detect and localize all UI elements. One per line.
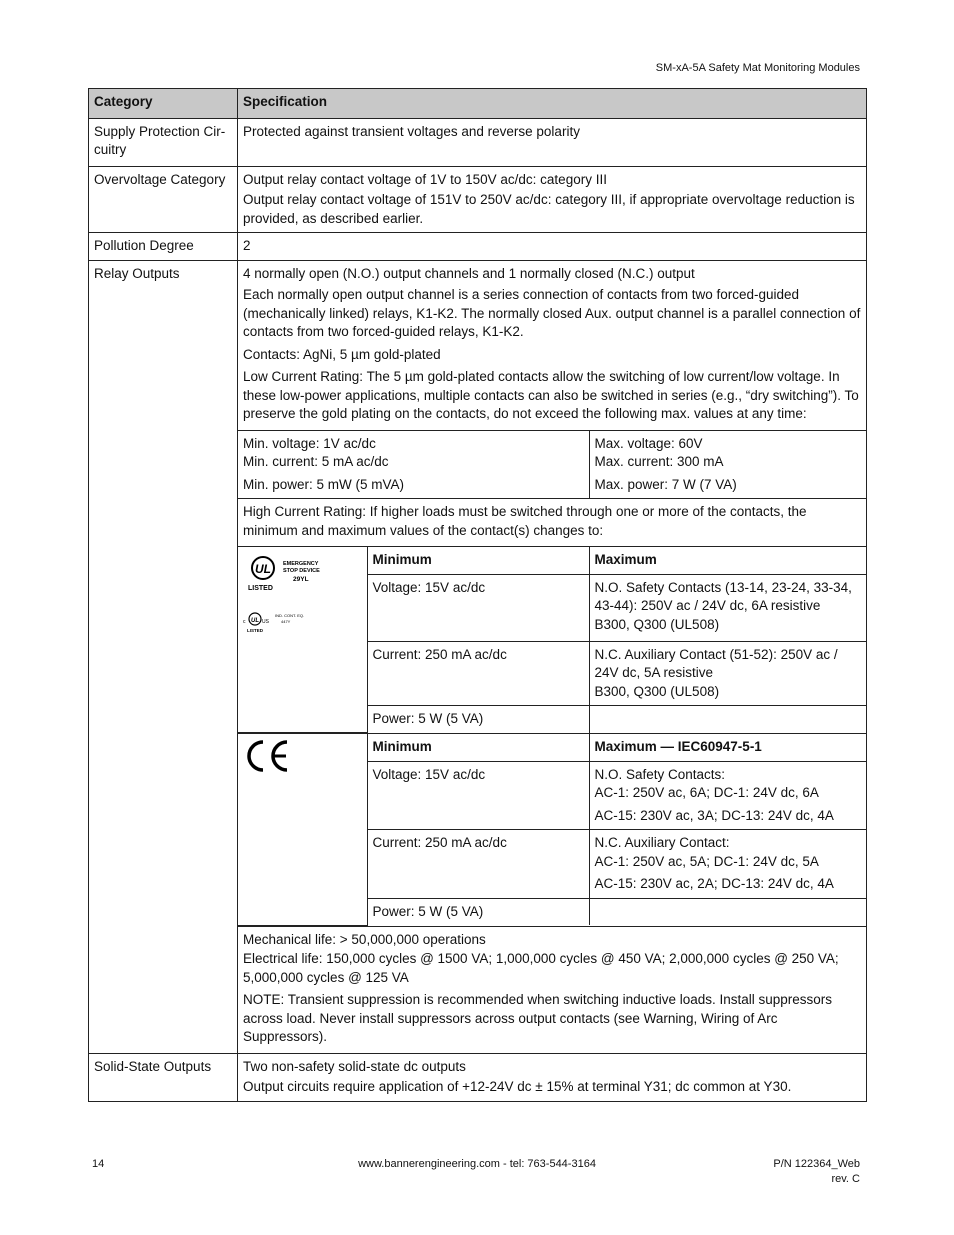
svg-text:29YL: 29YL <box>293 576 309 583</box>
svg-text:UL: UL <box>255 562 271 576</box>
transient-note: NOTE: Transient suppression is recommended when switching inductive loads. Install suppressors across load. Never install suppressors across output contacts (see Warning, Wiring of Arc Suppressors). <box>243 992 833 1044</box>
max-power: Max. power: 7 W (7 VA) <box>594 476 737 492</box>
ce-nc-ac1: AC-1: 250V ac, 5A; DC-1: 24V dc, 5A <box>594 853 819 869</box>
min-voltage: Min. voltage: 1V ac/dc <box>243 435 376 451</box>
low-current-limits <box>238 430 866 499</box>
ce-mark-logo <box>243 738 291 774</box>
ce-max-header: Maximum — IEC60947-5-1 <box>589 734 866 762</box>
ul-current: Current: 250 mA ac/dc <box>367 641 589 706</box>
row-relay-outputs <box>89 260 867 1053</box>
footer-website: www.bannerengineering.com - tel: 763-544-3164 <box>358 1158 596 1170</box>
spec-pollution-degree: 2 <box>238 233 867 261</box>
max-voltage: Max. voltage: 60V <box>594 435 703 451</box>
spec-supply-protection: Protected against transient voltages and reverse polarity <box>238 118 867 166</box>
footer-part-number <box>773 1157 860 1187</box>
min-power: Min. power: 5 mW (5 mVA) <box>243 476 405 492</box>
relay-series-text: Each normally open output channel is a series connection of contacts from two forced-guided (mechanically linked) relays, K1-K2. The normally closed Aux. output channel is a parallel connection of contacts from two forced-guided relays, K1-K2. <box>243 287 861 339</box>
ce-no-ac1: AC-1: 250V ac, 6A; DC-1: 24V dc, 6A <box>594 785 819 800</box>
svg-text:LISTED: LISTED <box>247 628 264 633</box>
ul-voltage: Voltage: 15V ac/dc <box>367 574 589 641</box>
min-current: Min. current: 5 mA ac/dc <box>243 454 389 469</box>
ce-no-safety: N.O. Safety Contacts: <box>594 766 726 782</box>
spec-relay-outputs <box>238 260 867 1053</box>
solid-state-line-1: Two non-safety solid-state dc outputs <box>243 1058 466 1074</box>
row-solid-state-outputs <box>89 1053 867 1101</box>
max-current: Max. current: 300 mA <box>594 454 724 469</box>
electrical-life: Electrical life: 150,000 cycles @ 1500 VA; 1,000,000 cycles @ 450 VA; 2,000,000 cycles @ 250 VA; 5,000,000 cycles @ 125 VA <box>243 951 839 985</box>
ul-max-header: Maximum <box>589 547 866 575</box>
ul-min-header: Minimum <box>367 547 589 575</box>
low-current-max-cell <box>589 430 866 498</box>
category-supply-protection: Supply Protection Cir- cuitry <box>89 118 238 166</box>
ul-logo-cell <box>238 547 367 733</box>
ce-nc-aux-cell <box>589 830 866 899</box>
ul-no-safety-cell <box>589 574 866 641</box>
category-pollution-degree: Pollution Degree <box>89 233 238 261</box>
category-overvoltage: Overvoltage Category <box>89 166 238 233</box>
svg-text:c: c <box>243 619 246 625</box>
mechanical-life: Mechanical life: > 50,000,000 operations <box>243 931 486 947</box>
row-overvoltage <box>89 166 867 233</box>
relay-intro: 4 normally open (N.O.) output channels and 1 normally closed (N.C.) output <box>243 265 695 281</box>
low-current-min-cell <box>238 430 589 498</box>
overvoltage-line-2: Output relay contact voltage of 151V to 250V ac/dc: category III, if appropriate overvoltage reduction is provided, as described earlier. <box>243 192 855 226</box>
spec-overvoltage <box>238 166 867 233</box>
ce-power-max-empty <box>589 898 866 925</box>
row-pollution-degree <box>89 233 867 261</box>
part-number: P/N 122364_Web <box>773 1158 860 1170</box>
relay-life-block <box>238 926 866 1053</box>
ce-no-safety-cell <box>589 761 866 830</box>
ce-current: Current: 250 mA ac/dc <box>367 830 589 899</box>
svg-text:STOP DEVICE: STOP DEVICE <box>283 568 320 574</box>
relay-general-block <box>238 261 866 430</box>
ul-no-safety-b: B300, Q300 (UL508) <box>594 616 720 632</box>
ul-power-max-empty <box>589 706 866 733</box>
ce-voltage: Voltage: 15V ac/dc <box>367 761 589 830</box>
ce-min-header: Minimum <box>367 734 589 762</box>
overvoltage-line-1: Output relay contact voltage of 1V to 150V ac/dc: category III <box>243 171 607 187</box>
ul-power: Power: 5 W (5 VA) <box>367 706 589 733</box>
ul-nc-aux-cell <box>589 641 866 706</box>
document-title: SM-xA-5A Safety Mat Monitoring Modules <box>655 62 860 74</box>
relay-high-current: High Current Rating: If higher loads must be switched through one or more of the contacts, the minimum and maximum values of the contact(s) changes to: <box>243 504 807 538</box>
column-header-category: Category <box>89 89 238 119</box>
category-solid-state-outputs: Solid-State Outputs <box>89 1053 238 1101</box>
relay-contacts: Contacts: AgNi, 5 µm gold-plated <box>243 346 441 362</box>
ce-power: Power: 5 W (5 VA) <box>367 898 589 925</box>
ul-ratings-table <box>238 546 866 733</box>
category-relay-outputs: Relay Outputs <box>89 260 238 1053</box>
ul-nc-aux-b: B300, Q300 (UL508) <box>594 683 720 699</box>
revision: rev. C <box>831 1173 860 1185</box>
ul-no-safety: N.O. Safety Contacts (13-14, 23-24, 33-34, 43-44): 250V ac / 24V dc, 6A resistive <box>594 579 852 613</box>
svg-text:EMERGENCY: EMERGENCY <box>283 561 319 567</box>
svg-text:US: US <box>262 619 269 625</box>
svg-text:447Y: 447Y <box>281 619 291 624</box>
page-number: 14 <box>92 1158 105 1170</box>
specification-table <box>88 88 867 1102</box>
svg-text:LISTED: LISTED <box>248 585 273 592</box>
ce-no-ac15: AC-15: 230V ac, 3A; DC-13: 24V dc, 4A <box>594 807 834 823</box>
high-current-block <box>238 498 866 546</box>
solid-state-line-2: Output circuits require application of +12-24V dc ± 15% at terminal Y31; dc common at Y30. <box>243 1079 792 1094</box>
relay-low-current: Low Current Rating: The 5 µm gold-plated contacts allow the switching of low current/low voltage. In these low-power applications, multiple contacts can also be switched in series (e.g., “dry switching”). To preserve the gold plating on the contacts, do not exceed the following max. values at any time: <box>243 369 859 421</box>
ul-nc-aux: N.C. Auxiliary Contact (51-52): 250V ac / 24V dc, 5A resistive <box>594 646 838 680</box>
ce-logo-cell <box>238 734 367 926</box>
svg-text:IND. CONT. EQ.: IND. CONT. EQ. <box>275 613 305 618</box>
ce-nc-aux: N.C. Auxiliary Contact: <box>594 835 730 850</box>
ul-listed-logo <box>243 551 361 641</box>
column-header-specification: Specification <box>238 89 867 119</box>
svg-text:UL: UL <box>251 618 259 624</box>
ce-ratings-table <box>238 733 866 926</box>
row-supply-protection <box>89 118 867 166</box>
table-header-row <box>89 89 867 119</box>
spec-solid-state-outputs <box>238 1053 867 1101</box>
ce-nc-ac15: AC-15: 230V ac, 2A; DC-13: 24V dc, 4A <box>594 876 834 891</box>
